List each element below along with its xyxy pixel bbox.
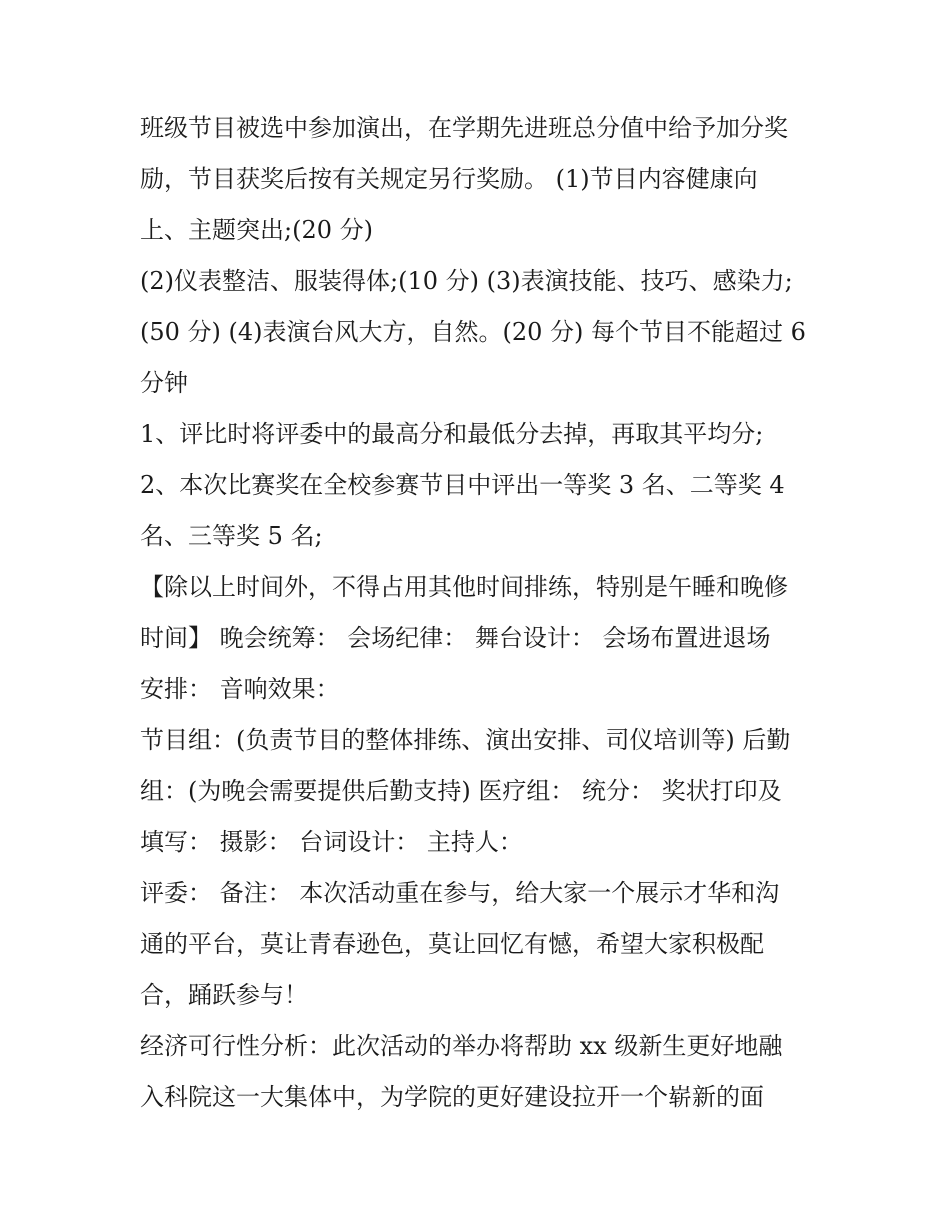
text-line: 节目组：(负责节目的整体排练、演出安排、司仪培训等) 后勤 [140,726,791,754]
text-line: 时间】 晚会统筹： 会场纪律： 舞台设计： 会场布置进退场 [140,624,771,652]
text-line: (2)仪表整洁、服装得体;(10 分) (3)表演技能、技巧、感染力; [140,267,793,295]
text-line: 2、本次比赛奖在全校参赛节目中评出一等奖 3 名、二等奖 4 [140,471,785,499]
text-line: 【除以上时间外，不得占用其他时间排练，特别是午睡和晚修 [140,573,788,601]
text-line: 安排： 音响效果： [140,675,340,703]
text-line: 组：(为晚会需要提供后勤支持) 医疗组： 统分： 奖状打印及 [140,777,782,805]
text-line: 经济可行性分析：此次活动的举办将帮助 xx 级新生更好地融 [140,1032,783,1060]
text-line: 评委： 备注： 本次活动重在参与，给大家一个展示才华和沟 [140,879,780,907]
text-line: 励，节目获奖后按有关规定另行奖励。 (1)节目内容健康向 [140,165,758,193]
document-body [140,103,820,1123]
text-line: 上、主题突出;(20 分) [140,216,373,244]
text-line: 1、评比时将评委中的最高分和最低分去掉，再取其平均分; [140,420,764,448]
text-line: 填写： 摄影： 台词设计： 主持人： [140,828,523,856]
text-line: (50 分) (4)表演台风大方，自然。(20 分) 每个节目不能超过 6 [140,318,806,346]
text-line: 分钟 [140,369,188,397]
text-line: 班级节目被选中参加演出，在学期先进班总分值中给予加分奖 [140,114,788,142]
text-line: 名、三等奖 5 名; [140,522,323,550]
text-line: 合，踊跃参与！ [140,981,308,1009]
text-line: 入科院这一大集体中，为学院的更好建设拉开一个崭新的面 [140,1083,764,1111]
text-line: 通的平台，莫让青春逊色，莫让回忆有憾，希望大家积极配 [140,930,764,958]
